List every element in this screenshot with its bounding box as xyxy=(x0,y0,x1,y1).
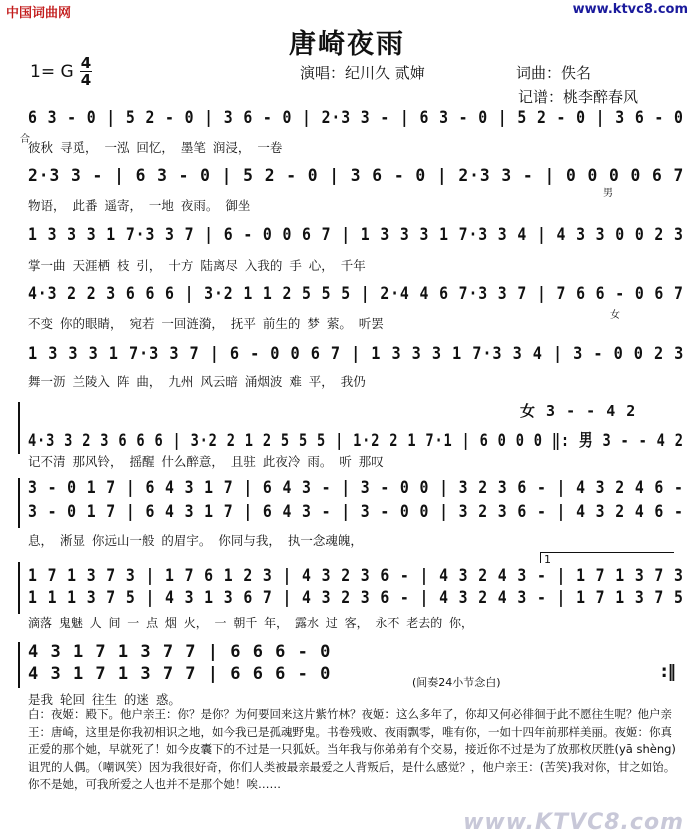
lyricist: 词曲：佚名 xyxy=(516,64,592,82)
notation-row-1: 6 3 - 0 | 5 2 - 0 | 3 6 - 0 | 2·3 3 - | 6 3 - 0 | 5 2 - 0 | 3 6 - 0 xyxy=(28,108,684,128)
time-signature xyxy=(80,56,92,87)
female-marker: 女 xyxy=(610,310,620,321)
lyrics-row-3: 掌一曲 天涯栖 枝 引， 十方 陆离尽 入我的 手 心， 千年 xyxy=(28,258,366,273)
notation-row-8-top: 1 7 1 3 7 3 | 1 7 6 1 2 3 | 4 3 2 3 6 - | 4 3 2 4 3 - | 1 7 1 3 7 3 xyxy=(28,566,684,586)
lyrics-row-9: 是我 轮回 往生 的迷 惑。 xyxy=(28,692,181,707)
notation-row-2: 2·3 3 - | 6 3 - 0 | 5 2 - 0 | 3 6 - 0 | 2·3 3 - | 0 0 0 0 6 7 xyxy=(28,166,685,186)
notation-row-9-top: 4 3 1 7 1 3 7 7 | 6 6 6 - 0 xyxy=(28,642,332,662)
notation-row-6-top: 女 3 - - 4 2 xyxy=(520,402,637,420)
site-url-bottom: www.KTVC8.com xyxy=(463,810,684,835)
notation-row-8: 1 1 1 3 7 5 | 4 3 1 3 6 7 | 4 3 2 3 6 - | 4 3 2 4 3 - | 1 7 1 3 7 5 xyxy=(28,588,684,608)
system-bracket-2 xyxy=(18,478,23,528)
system-bracket-4 xyxy=(18,642,23,688)
notation-row-7-top: 3 - 0 1 7 | 6 4 3 1 7 | 6 4 3 - | 3 - 0 0 | 3 2 3 6 - | 4 3 2 4 6 - xyxy=(28,478,684,498)
time-sig-bottom: 4 xyxy=(80,71,92,89)
singers: 演唱：纪川久 贰婶 xyxy=(300,64,425,82)
song-title: 唐崎夜雨 xyxy=(289,29,405,60)
transcriber: 记谱：桃李醉春风 xyxy=(518,88,639,106)
volta-bracket: 1 xyxy=(540,552,674,563)
lyrics-row-1: 彼秋 寻觅， 一泓 回忆， 墨笔 润浸， 一卷 xyxy=(28,140,283,155)
interlude-note: (间奏24小节念白) xyxy=(412,676,501,689)
site-watermark: 中国词曲网 xyxy=(6,6,72,21)
notation-row-3: 1 3 3 3 1 7·3 3 7 | 6 - 0 0 6 7 | 1 3 3 3 1 7·3 3 4 | 4 3 3 0 0 2 3 xyxy=(28,225,684,245)
system-bracket-3 xyxy=(18,562,23,614)
chorus-marker: 合 xyxy=(20,134,30,145)
time-sig-top: 4 xyxy=(80,54,92,72)
notation-row-7: 3 - 0 1 7 | 6 4 3 1 7 | 6 4 3 - | 3 - 0 0 | 3 2 3 6 - | 4 3 2 4 6 - xyxy=(28,502,684,522)
notation-row-4: 4·3 2 2 3 6 6 6 | 3·2 1 1 2 5 5 5 | 2·4 4 6 7·3 3 7 | 7 6 6 - 0 6 7 xyxy=(28,284,684,304)
site-url-top: www.ktvc8.com xyxy=(572,2,688,17)
lyrics-row-5: 舞一沥 兰陵入 阵 曲， 九州 风云暗 涌烟波 难 平， 我仍 xyxy=(28,374,366,389)
notation-row-5: 1 3 3 3 1 7·3 3 7 | 6 - 0 0 6 7 | 1 3 3 3 1 7·3 3 4 | 3 - 0 0 2 3 xyxy=(28,344,685,364)
dialogue-text: 白：夜姬：殿下。他户亲王：你？是你？为何要回来这片紫竹林？夜姬：这么多年了，你却又何必徘徊于此不愿往生呢？他户亲王：唐崎，这里是你我初相识之地，如今我已是孤魂野鬼。书卷残败、夜雨飘零，唯有你，一如十四年前那样美丽。夜姬：你真正爱的那个她，早就死了！如今皮囊下的不过是一只狐妖。当年我与你弟弟有个交易，接近你不过是为了放那枚厌胜(yā shèng)诅咒的人偶。（嘲讽笑）因为我很好奇，你们人类被最亲最爱之人背叛后，是什么感觉？，他户亲王：(苦笑)我对你，甘之如饴。你不是她，可我所爱之人也并不是那个她！唉…… xyxy=(28,707,676,791)
key-signature: 1= G xyxy=(30,62,74,82)
notation-row-9: 4 3 1 7 1 3 7 7 | 6 6 6 - 0 xyxy=(28,664,332,684)
lyrics-row-4: 不变 你的眼睛， 宛若 一回涟漪， 抚平 前生的 梦 萦。 听罢 xyxy=(28,316,384,331)
male-marker: 男 xyxy=(603,188,613,199)
system-bracket-1 xyxy=(18,402,23,454)
notation-row-6: 4·3 3 2 3 6 6 6 | 3·2 2 1 2 5 5 5 | 1·2 2 1 7·1 | 6 0 0 0 ‖: 男 3 - - 4 2 xyxy=(28,431,684,451)
lyrics-row-2: 物语， 此番 遥寄， 一地 夜雨。 御坐 xyxy=(28,198,251,213)
lyrics-row-6: 记不清 那风铃， 摇醒 什么醉意， 且驻 此夜冷 雨。 听 那叹 xyxy=(28,454,384,469)
repeat-end-sign: :‖ xyxy=(660,662,676,682)
lyrics-row-7: 息， 淅显 你远山一般 的眉宇。 你同与我， 执一念魂魄， xyxy=(28,533,363,548)
lyrics-row-8: 滴落 鬼魅 人 间 一 点 烟 火， 一 朝千 年， 露水 过 客， 永不 老去的 你， xyxy=(28,616,474,630)
